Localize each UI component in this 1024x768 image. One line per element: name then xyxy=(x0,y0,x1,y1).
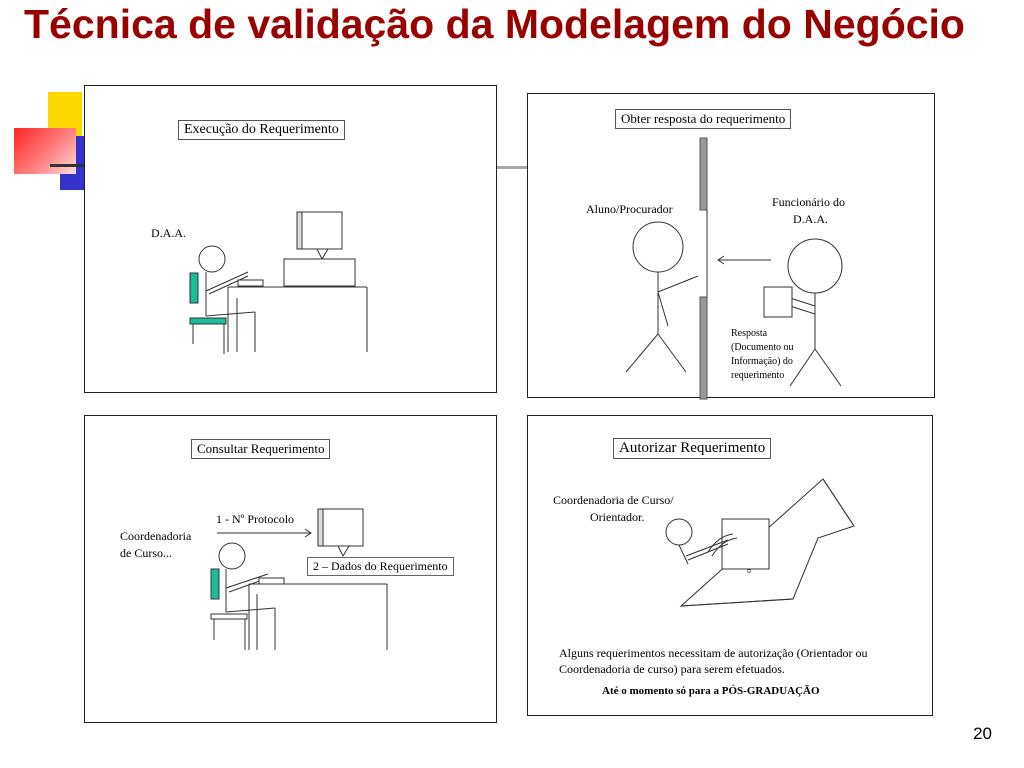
response-document xyxy=(764,287,792,317)
request-arrow-label: 1 - Nº Protocolo xyxy=(216,512,295,526)
monitor-bezel xyxy=(297,212,302,249)
person-head xyxy=(219,543,245,569)
chair-seat xyxy=(190,318,226,324)
panel-heading: Obter resposta do requerimento xyxy=(615,109,791,129)
wall-upper xyxy=(700,138,707,210)
person-left-head xyxy=(633,222,683,272)
actor-left-label: Aluno/Procurador xyxy=(586,202,673,216)
response-note-2: (Documento ou xyxy=(731,342,794,353)
monitor-stand xyxy=(317,249,328,259)
monitor-screen xyxy=(302,212,342,249)
counter-scene xyxy=(528,94,936,399)
actor-label-2: Orientador. xyxy=(590,510,645,524)
footnote: Até o momento só para a PÓS-GRADUAÇÃO xyxy=(602,685,820,697)
office-scene xyxy=(85,86,498,394)
wall-lower xyxy=(700,297,707,399)
chair-seat xyxy=(211,614,247,619)
response-note-4: requerimento xyxy=(731,370,785,381)
response-note-1: Resposta xyxy=(731,328,768,339)
monitor-stand xyxy=(338,546,349,556)
actor-label: D.A.A. xyxy=(151,226,186,240)
caption-line-2: Coordenadoria de curso) para serem efetuados. xyxy=(559,662,785,676)
actor-label-1: Coordenadoria de Curso/ xyxy=(553,493,674,507)
person-head xyxy=(199,246,225,272)
panel-obter xyxy=(527,93,935,398)
slide-title: Técnica de validação da Modelagem do Negócio xyxy=(24,1,965,47)
page-number: 20 xyxy=(973,724,992,743)
actor-label-2: de Curso... xyxy=(120,546,172,560)
monitor-bezel xyxy=(318,509,323,546)
computer-base xyxy=(284,259,355,286)
keyboard xyxy=(259,578,284,584)
panel-autorizar xyxy=(527,415,933,716)
query-scene xyxy=(85,416,498,724)
actor-right-label-2: D.A.A. xyxy=(793,212,828,226)
monitor-screen xyxy=(323,509,363,546)
panel-execucao xyxy=(84,85,497,393)
authorization-document xyxy=(722,519,769,569)
actor-right-label-1: Funcionário do xyxy=(772,195,845,209)
person-head xyxy=(666,519,692,545)
person-right-head xyxy=(788,239,842,293)
panel-heading: Autorizar Requerimento xyxy=(613,438,771,459)
signing-scene xyxy=(528,416,934,717)
deco-red-block xyxy=(14,128,76,174)
keyboard xyxy=(238,280,263,286)
caption-line-1: Alguns requerimentos necessitam de autorização (Orientador ou xyxy=(559,646,868,660)
chair-back xyxy=(211,569,219,599)
response-arrow-label: 2 – Dados do Requerimento xyxy=(307,557,454,576)
chair-back xyxy=(190,273,198,303)
panel-heading: Execução do Requerimento xyxy=(178,120,345,140)
panel-consultar xyxy=(84,415,497,723)
response-note-3: Informação) do xyxy=(731,356,793,367)
actor-label-1: Coordenadoria xyxy=(120,529,192,543)
deco-gray-line xyxy=(496,166,530,169)
panel-heading: Consultar Requerimento xyxy=(191,439,330,459)
